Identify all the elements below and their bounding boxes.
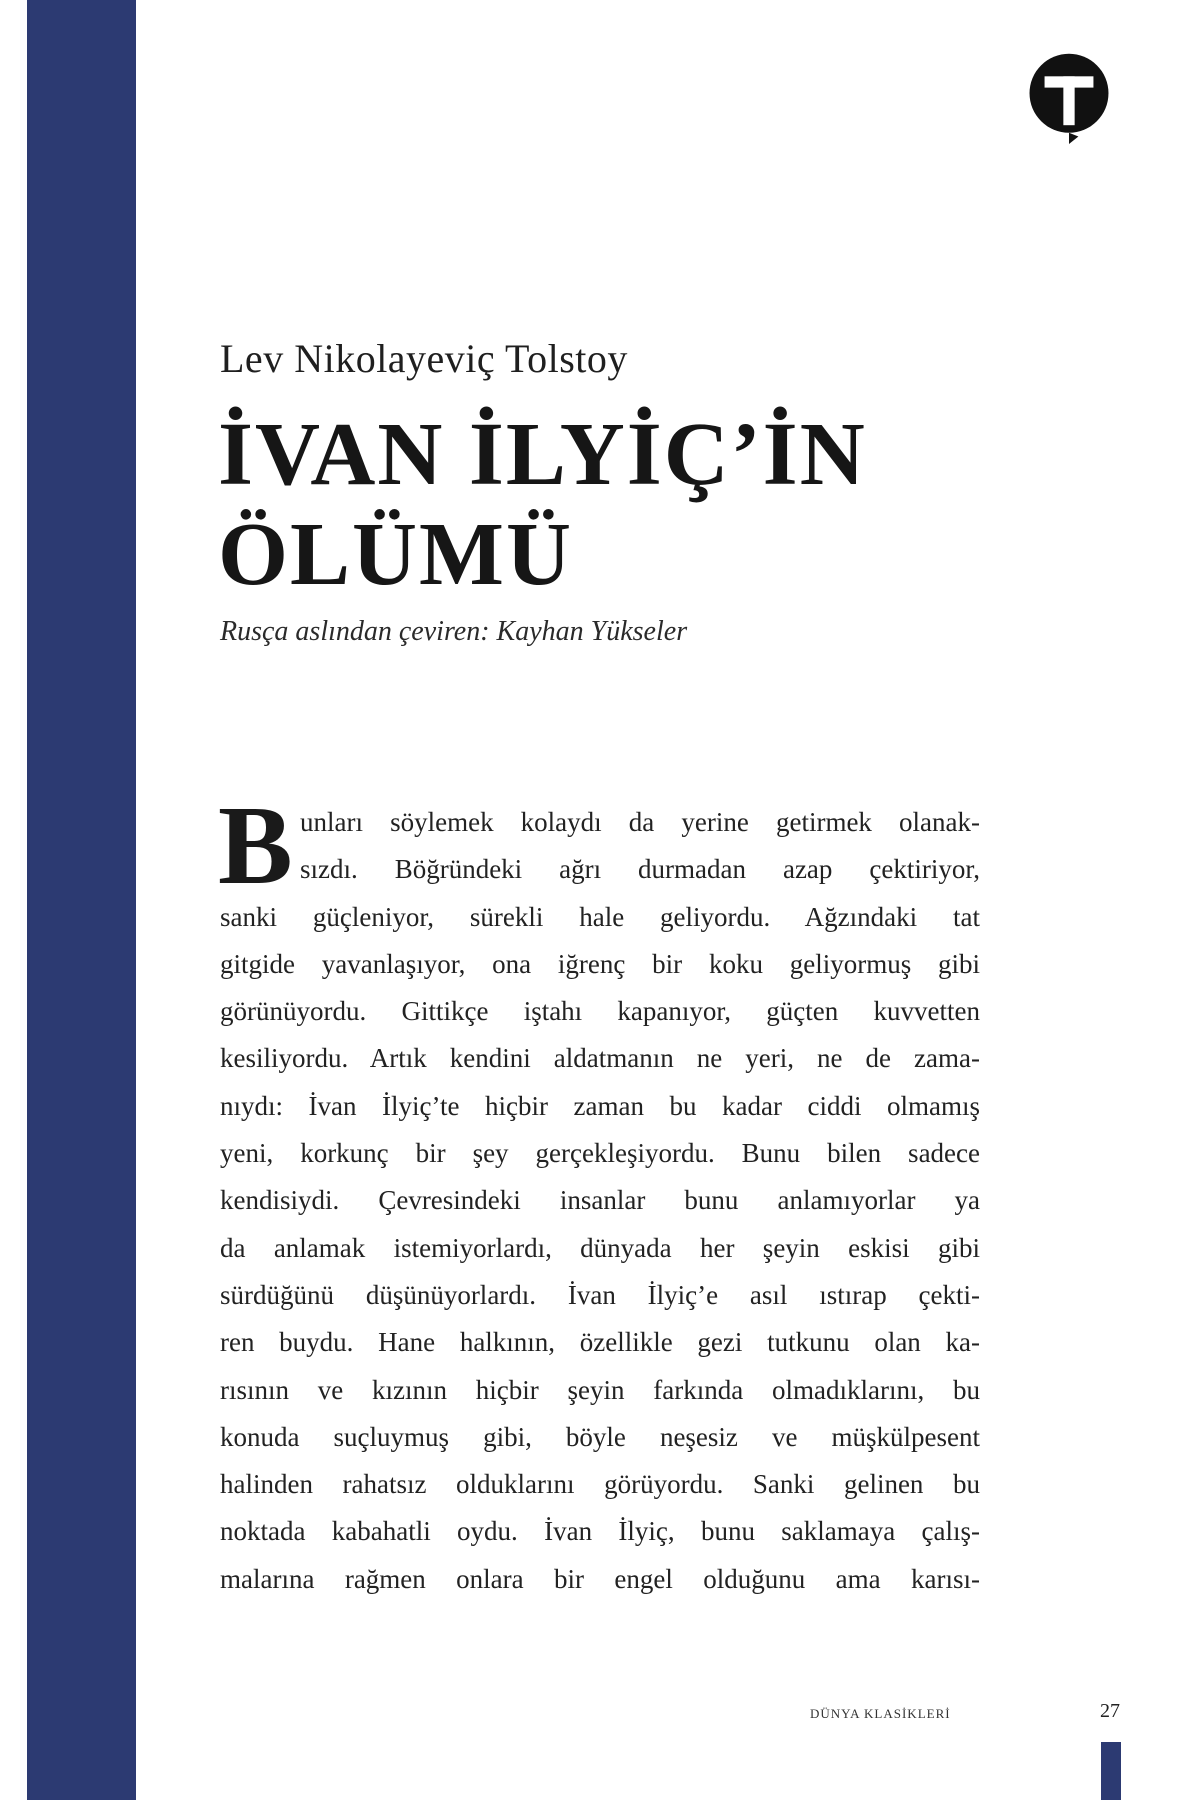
title-line: ÖLÜMÜ	[218, 505, 573, 604]
body-line: noktada kabahatli oydu. İvan İlyiç, bunu saklamaya çalış-	[220, 1516, 980, 1547]
publisher-logo-icon	[1022, 50, 1116, 144]
body-line: rısının ve kızının hiçbir şeyin farkında olmadıklarını, bu	[220, 1374, 980, 1405]
page-number: 27	[1100, 1700, 1120, 1722]
body-line: sanki güçleniyor, sürekli hale geliyordu. Ağzındaki tat	[220, 901, 980, 932]
body-paragraph	[220, 799, 980, 1603]
body-line: ren buydu. Hane halkının, özellikle gezi tutkunu olan ka-	[220, 1327, 980, 1358]
body-line: konuda suçluymuş gibi, böyle neşesiz ve müşkülpesent	[220, 1421, 980, 1452]
drop-cap-letter: B	[218, 784, 293, 908]
translator-credit: Rusça aslından çeviren: Kayhan Yükseler	[220, 616, 688, 647]
body-line: da anlamak istemiyorlardı, dünyada her şeyin eskisi gibi	[220, 1232, 980, 1263]
series-footer-label: DÜNYA KLASİKLERİ	[810, 1706, 951, 1721]
author-name: Lev Nikolayeviç Tolstoy	[220, 336, 628, 381]
body-line: yeni, korkunç bir şey gerçekleşiyordu. Bunu bilen sadece	[220, 1138, 980, 1169]
body-line: unları söylemek kolaydı da yerine getirmek olanak-	[300, 807, 980, 837]
body-line: sızdı. Böğründeki ağrı durmadan azap çektiriyor,	[300, 854, 980, 885]
body-line: görünüyordu. Gittikçe iştahı kapanıyor, güçten kuvvetten	[220, 996, 980, 1027]
book-title	[218, 405, 867, 605]
body-line: malarına rağmen onlara bir engel olduğunu ama karısı-	[220, 1563, 980, 1594]
body-line: kesiliyordu. Artık kendini aldatmanın ne yeri, ne de zama-	[220, 1043, 980, 1074]
body-line: halinden rahatsız olduklarını görüyordu. Sanki gelinen bu	[220, 1469, 980, 1500]
page-edge-tab	[1101, 1742, 1121, 1800]
body-line: gitgide yavanlaşıyor, ona iğrenç bir koku geliyormuş gibi	[220, 948, 980, 979]
body-line: sürdüğünü düşünüyorlardı. İvan İlyiç’e asıl ıstırap çekti-	[220, 1279, 980, 1310]
title-line: İVAN İLYİÇ’İN	[218, 405, 867, 504]
body-line: kendisiydi. Çevresindeki insanlar bunu anlamıyorlar ya	[220, 1185, 980, 1216]
body-line: nıydı: İvan İlyiç’te hiçbir zaman bu kadar ciddi olmamış	[220, 1090, 980, 1121]
left-color-bar	[27, 0, 136, 1800]
